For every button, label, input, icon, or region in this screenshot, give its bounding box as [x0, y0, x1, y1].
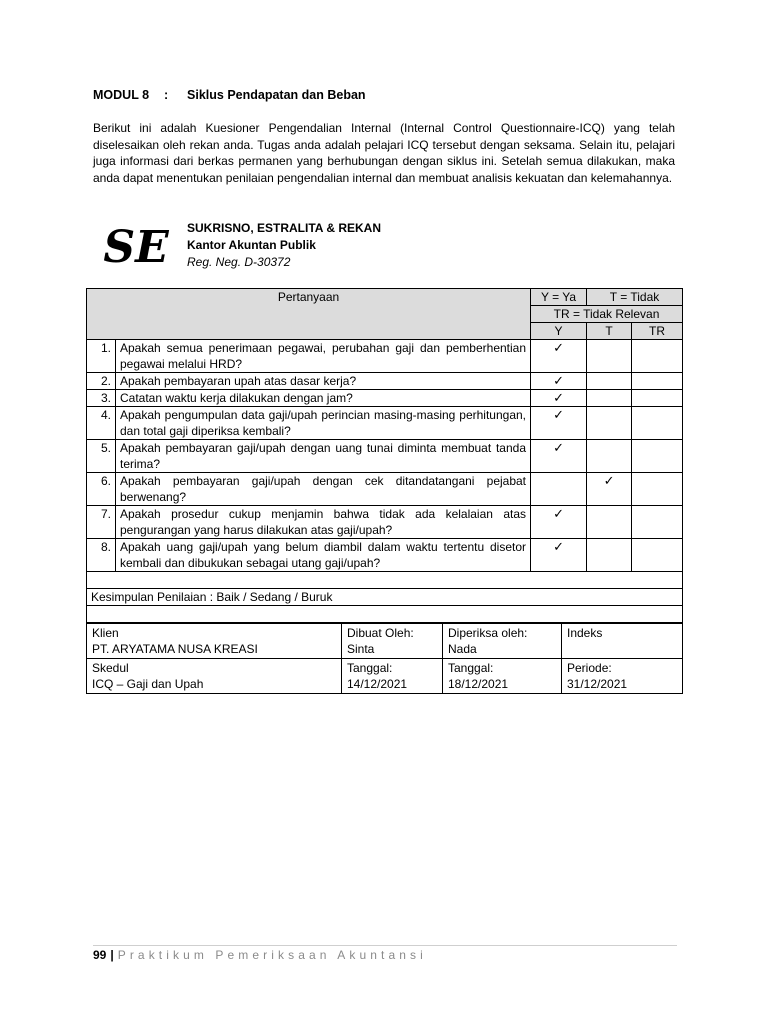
- klien-value: PT. ARYATAMA NUSA KREASI: [92, 642, 258, 656]
- answer-t-cell: [587, 390, 632, 407]
- firm-type: Kantor Akuntan Publik: [187, 238, 316, 252]
- question-row: [87, 340, 683, 373]
- check-mark-icon: ✓: [553, 407, 564, 422]
- answer-y-cell: [531, 440, 587, 473]
- blank-row: [87, 606, 683, 623]
- answer-t-cell: [587, 473, 632, 506]
- diperiksa-value: Nada: [448, 642, 477, 656]
- intro-paragraph: Berikut ini adalah Kuesioner Pengendalian Internal (Internal Control Questionnaire-ICQ) yang telah diselesaikan oleh rekan anda. Tugas anda adalah pelajari ICQ tersebut dengan seksama. Selain itu, pelajari juga informasi dari berkas permanen yang berhubungan dengan siklus ini. Setelah semua dilakukan, maka anda dapat menentukan penilaian pengendalian internal dan membuat analisis kekuatan dan kelemahannya.: [93, 121, 675, 185]
- question-number: 6.: [87, 473, 116, 506]
- firm-logo-text: SE: [103, 224, 169, 270]
- firm-reg: Reg. Neg. D-30372: [187, 255, 291, 269]
- answer-t-cell: [587, 506, 632, 539]
- indeks-cell: [562, 624, 683, 659]
- tanggal-dibuat-cell: [342, 659, 443, 694]
- question-row: [87, 506, 683, 539]
- legend-tidak: T = Tidak: [587, 289, 683, 306]
- answer-tr-cell: [632, 539, 683, 572]
- firm-logo: [96, 224, 176, 270]
- tanggal-dibuat-value: 14/12/2021: [347, 677, 408, 691]
- answer-y-cell: [531, 407, 587, 440]
- periode-label: Periode:: [567, 661, 612, 675]
- question-text: Apakah semua penerimaan pegawai, perubahan gaji dan pemberhentian pegawai melalui HRD?: [116, 340, 531, 373]
- klien-label: Klien: [92, 626, 119, 640]
- skedul-label: Skedul: [92, 661, 129, 675]
- answer-tr-cell: [632, 473, 683, 506]
- header-row-1: [87, 289, 683, 306]
- footer-separator: |: [110, 948, 114, 962]
- dibuat-cell: [342, 624, 443, 659]
- question-row: [87, 390, 683, 407]
- question-row: [87, 407, 683, 440]
- answer-y-cell: [531, 539, 587, 572]
- check-mark-icon: ✓: [553, 340, 564, 355]
- skedul-value: ICQ – Gaji dan Upah: [92, 677, 204, 691]
- tanggal-dibuat-label: Tanggal:: [347, 661, 393, 675]
- answer-y-cell: [531, 506, 587, 539]
- tanggal-diperiksa-label: Tanggal:: [448, 661, 494, 675]
- check-mark-icon: ✓: [553, 506, 564, 521]
- question-number: 2.: [87, 373, 116, 390]
- question-text: Catatan waktu kerja dilakukan dengan jam?: [116, 390, 531, 407]
- tanggal-diperiksa-cell: [443, 659, 562, 694]
- question-row: [87, 373, 683, 390]
- klien-cell: [87, 624, 342, 659]
- answer-tr-cell: [632, 373, 683, 390]
- answer-t-cell: [587, 539, 632, 572]
- answer-t-cell: [587, 407, 632, 440]
- question-row: [87, 473, 683, 506]
- legend-tr: TR = Tidak Relevan: [531, 306, 683, 323]
- module-label: MODUL 8: [93, 88, 150, 102]
- question-header: Pertanyaan: [87, 289, 531, 340]
- conclusion-row: [87, 589, 683, 606]
- check-mark-icon: ✓: [553, 440, 564, 455]
- answer-y-cell: [531, 373, 587, 390]
- question-row: [87, 539, 683, 572]
- answer-tr-cell: [632, 407, 683, 440]
- answer-y-cell: [531, 390, 587, 407]
- question-row: [87, 440, 683, 473]
- col-y-header: Y: [531, 323, 587, 340]
- question-text: Apakah uang gaji/upah yang belum diambil dalam waktu tertentu disetor kembali dan dibukukan sebagai utang gaji/upah?: [116, 539, 531, 572]
- icq-table: [86, 288, 683, 623]
- dibuat-value: Sinta: [347, 642, 375, 656]
- answer-t-cell: [587, 340, 632, 373]
- question-number: 4.: [87, 407, 116, 440]
- question-text: Apakah pengumpulan data gaji/upah perincian masing-masing perhitungan, dan total gaji diperiksa kembali?: [116, 407, 531, 440]
- answer-t-cell: [587, 440, 632, 473]
- question-number: 3.: [87, 390, 116, 407]
- question-text: Apakah pembayaran gaji/upah dengan uang tunai diminta membuat tanda terima?: [116, 440, 531, 473]
- answer-t-cell: [587, 373, 632, 390]
- question-number: 5.: [87, 440, 116, 473]
- diperiksa-label: Diperiksa oleh:: [448, 626, 528, 640]
- check-mark-icon: ✓: [553, 390, 564, 405]
- indeks-label: Indeks: [567, 626, 603, 640]
- blank-row: [87, 572, 683, 589]
- conclusion-text: Kesimpulan Penilaian : Baik / Sedang / Buruk: [87, 589, 683, 606]
- check-mark-icon: ✓: [603, 473, 615, 488]
- legend-ya: Y = Ya: [531, 289, 587, 306]
- footer-title: Praktikum Pemeriksaan Akuntansi: [117, 948, 427, 962]
- page-number: 99: [93, 948, 107, 962]
- footer-divider: [93, 945, 677, 946]
- module-title: Siklus Pendapatan dan Beban: [187, 88, 366, 102]
- diperiksa-cell: [443, 624, 562, 659]
- module-heading: [93, 88, 366, 102]
- check-mark-icon: ✓: [553, 373, 564, 388]
- answer-tr-cell: [632, 340, 683, 373]
- question-number: 8.: [87, 539, 116, 572]
- skedul-cell: [87, 659, 342, 694]
- answer-tr-cell: [632, 390, 683, 407]
- answer-tr-cell: [632, 506, 683, 539]
- signoff-table: [86, 623, 683, 694]
- answer-tr-cell: [632, 440, 683, 473]
- answer-y-cell: [531, 340, 587, 373]
- col-t-header: T: [587, 323, 632, 340]
- firm-name: SUKRISNO, ESTRALITA & REKAN: [187, 221, 382, 235]
- periode-cell: [562, 659, 683, 694]
- tanggal-diperiksa-value: 18/12/2021: [448, 677, 509, 691]
- col-tr-header: TR: [632, 323, 683, 340]
- periode-value: 31/12/2021: [567, 677, 628, 691]
- question-number: 7.: [87, 506, 116, 539]
- question-text: Apakah pembayaran gaji/upah dengan cek ditandatangani pejabat berwenang?: [116, 473, 531, 506]
- firm-info: [187, 220, 381, 271]
- module-separator: :: [163, 88, 169, 102]
- question-text: Apakah prosedur cukup menjamin bahwa tidak ada kelalaian atas pengurangan yang harus dilakukan atas gaji/upah?: [116, 506, 531, 539]
- question-text: Apakah pembayaran upah atas dasar kerja?: [116, 373, 531, 390]
- check-mark-icon: ✓: [553, 539, 564, 554]
- answer-y-cell: [531, 473, 587, 506]
- page-footer: [93, 948, 427, 962]
- question-number: 1.: [87, 340, 116, 373]
- dibuat-label: Dibuat Oleh:: [347, 626, 414, 640]
